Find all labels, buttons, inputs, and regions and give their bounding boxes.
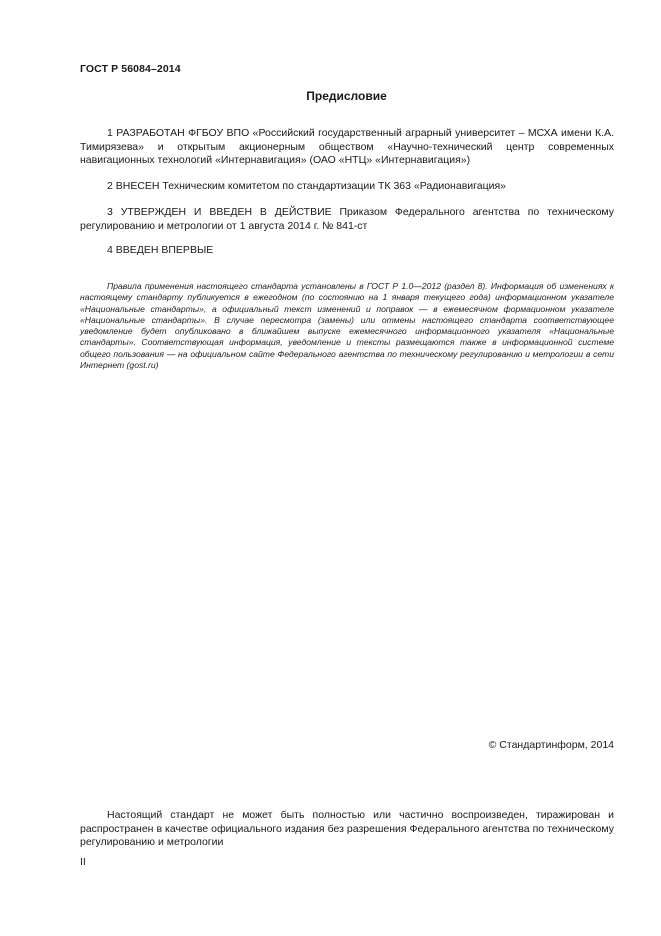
page-number: II <box>80 856 86 868</box>
preface-title: Предисловие <box>306 89 387 103</box>
reproduction-notice: Настоящий стандарт не может быть полностью или частично воспроизведен, тиражирован и распространен в качестве официального издания без разрешения Федерального агентства по техническому регулированию и метрологии <box>80 809 614 849</box>
standard-number: ГОСТ Р 56084–2014 <box>80 63 181 75</box>
preface-paragraph-developed: 1 РАЗРАБОТАН ФГБОУ ВПО «Российский государственный аграрный университет – МСХА имени К.А. Тимирязева» и открытым акционерным обществом «Научно-технический центр современных навигационных технологий «Интернавигация» (ОАО «НТЦ» «Интернавигация») <box>80 127 614 167</box>
preface-paragraph-approved: 3 УТВЕРЖДЕН И ВВЕДЕН В ДЕЙСТВИЕ Приказом Федерального агентства по техническому регулированию и метрологии от 1 августа 2014 г. № 841-ст <box>80 206 614 232</box>
preface-paragraph-introduced: 2 ВНЕСЕН Техническим комитетом по стандартизации ТК 363 «Радионавигация» <box>107 180 506 192</box>
preface-paragraph-first-introduced: 4 ВВЕДЕН ВПЕРВЫЕ <box>107 244 214 256</box>
application-rules-note: Правила применения настоящего стандарта установлены в ГОСТ Р 1.0—2012 (раздел 8). Информация об изменениях к настоящему стандарту публикуется в ежегодном (по состоянию на 1 января текущего года) информационном указателе «Национальные стандарты», а официальный текст изменений и поправок — в ежемесячном формационном указателе «Национальные стандарты». В случае пересмотра (замены) или отмены настоящего стандарта соответствующее уведомление будет опубликовано в ближайшем выпуске ежемесячного информационного указателя «Национальные стандарты». Соответствующая информация, уведомление и тексты размещаются также в информационной системе общего пользования — на официальном сайте Федерального агентства по техническому регулированию и метрологии в сети Интернет (gost.ru) <box>80 281 614 371</box>
copyright-line: © Стандартинформ, 2014 <box>488 739 614 751</box>
